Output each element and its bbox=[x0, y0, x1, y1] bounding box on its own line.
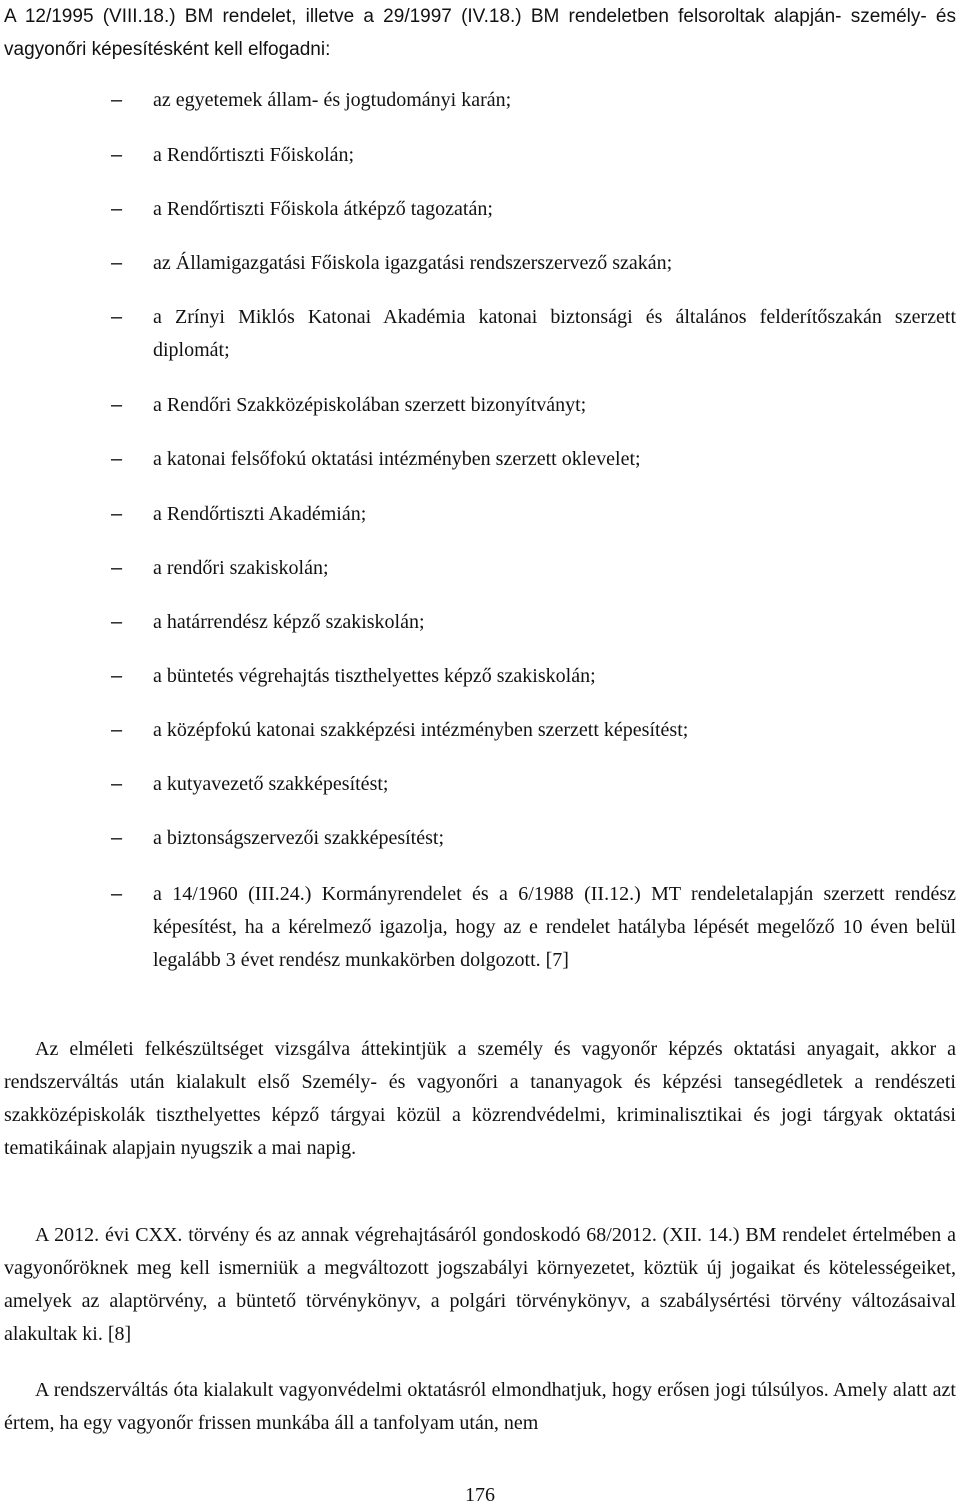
list-item-text: a Rendőrtiszti Akadémián; bbox=[153, 503, 367, 525]
body-paragraph: A 2012. évi CXX. törvény és az annak végrehajtásáról gondoskodó 68/2012. (XII. 14.) BM rendelet értelmében a vagyonőröknek meg kell ismerniük a megváltozott jogszabályi környezetet, köztük új jogaikat és kötelességeiket, amelyek az alaptörvény, a büntető törvénykönyv, a polgári törvénykönyv, a szabálysértési törvény változásaival alakultak ki. [8] bbox=[4, 1224, 956, 1345]
dash-bullet: – bbox=[111, 503, 123, 525]
list-item-text: a Rendőri Szakközépiskolában szerzett bizonyítványt; bbox=[153, 394, 587, 416]
dash-bullet: – bbox=[111, 557, 123, 579]
dash-bullet: – bbox=[111, 773, 123, 795]
body-paragraph: A rendszerváltás óta kialakult vagyonvédelmi oktatásról elmondhatjuk, hogy erősen jogi túlsúlyos. Amely alatt azt értem, ha egy vagyonőr frissen munkába áll a tanfolyam után, nem bbox=[4, 1379, 956, 1434]
dash-bullet: – bbox=[111, 144, 123, 166]
dash-bullet: – bbox=[111, 89, 123, 111]
list-item-text: a Rendőrtiszti Főiskola átképző tagozatán; bbox=[153, 198, 493, 220]
dash-bullet: – bbox=[111, 394, 123, 416]
dash-bullet: – bbox=[111, 883, 123, 905]
list-item-text: az Államigazgatási Főiskola igazgatási rendszerszervező szakán; bbox=[153, 252, 673, 274]
dash-bullet: – bbox=[111, 252, 123, 274]
list-item-text: az egyetemek állam- és jogtudományi karán; bbox=[153, 89, 512, 111]
body-paragraph: Az elméleti felkészültséget vizsgálva áttekintjük a személy és vagyonőr képzés oktatási anyagait, akkor a rendszerváltás után kialakult első Személy- és vagyonőri a tananyagok és képzési tansegédletek a rendészeti szakközépiskolák tiszthelyettes képző tárgyai közül a közrendvédelmi, kriminalisztikai és jogi tárgyak oktatási tematikáinak alapjain nyugszik a mai napig. bbox=[4, 1038, 956, 1159]
list-item-text: a Zrínyi Miklós Katonai Akadémia katonai biztonsági és általános felderítőszakán szerzett diplomát; bbox=[153, 306, 956, 361]
list-item-text: a katonai felsőfokú oktatási intézményben szerzett oklevelet; bbox=[153, 448, 641, 470]
list-item-text: a középfokú katonai szakképzési intézményben szerzett képesítést; bbox=[153, 719, 689, 741]
page-number: 176 bbox=[465, 1484, 495, 1506]
list-item-text: a Rendőrtiszti Főiskolán; bbox=[153, 144, 355, 166]
list-item-text: a büntetés végrehajtás tiszthelyettes képző szakiskolán; bbox=[153, 665, 596, 687]
list-item-text: a határrendész képző szakiskolán; bbox=[153, 611, 425, 633]
dash-bullet: – bbox=[111, 198, 123, 220]
list-item-text: a 14/1960 (III.24.) Kormányrendelet és a 6/1988 (II.12.) MT rendeletalapján szerzett rendész képesítést, ha a kérelmező igazolja, hogy az e rendelet hatályba lépését megelőző 10 éven belül legalább 3 évet rendész munkakörben dolgozott. [7] bbox=[153, 883, 956, 971]
dash-bullet: – bbox=[111, 719, 123, 741]
dash-bullet: – bbox=[111, 448, 123, 470]
intro-paragraph: A 12/1995 (VIII.18.) BM rendelet, illetve a 29/1997 (IV.18.) BM rendeletben felsoroltak alapján- személy- és vagyonőri képesítésként kell elfogadni: bbox=[4, 6, 956, 60]
list-item-text: a biztonságszervezői szakképesítést; bbox=[153, 827, 444, 849]
dash-bullet: – bbox=[111, 611, 123, 633]
list-item-text: a rendőri szakiskolán; bbox=[153, 557, 329, 579]
dash-bullet: – bbox=[111, 665, 123, 687]
dash-bullet: – bbox=[111, 827, 123, 849]
dash-bullet: – bbox=[111, 306, 123, 328]
list-item-text: a kutyavezető szakképesítést; bbox=[153, 773, 389, 795]
